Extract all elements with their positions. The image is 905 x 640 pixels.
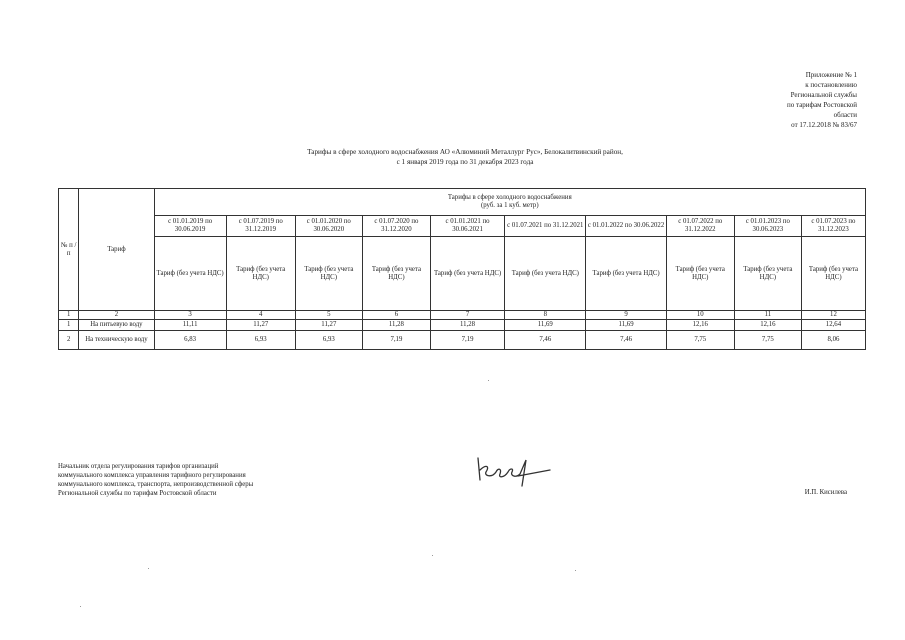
appendix-line: к постановлению	[805, 81, 857, 89]
tariff-value: 11,27	[295, 320, 362, 331]
tariff-value: 6,83	[154, 331, 226, 350]
column-number: 9	[586, 311, 666, 320]
scan-speck	[575, 570, 576, 571]
signer-name: И.П. Кисилева	[804, 489, 847, 496]
column-number: 2	[79, 311, 154, 320]
header-period: с 01.01.2021 по 30.06.2021	[430, 216, 504, 237]
column-number: 11	[734, 311, 801, 320]
tariff-value: 7,75	[734, 331, 801, 350]
column-number-row	[59, 311, 866, 320]
column-number: 8	[505, 311, 586, 320]
table-row	[59, 320, 866, 331]
scan-speck	[432, 555, 433, 556]
appendix-line: области	[833, 111, 857, 119]
column-number: 6	[362, 311, 430, 320]
signatory-line: коммунального комплекса, транспорта, непроизводственной сферы	[58, 481, 254, 488]
column-number: 3	[154, 311, 226, 320]
signatory-position	[58, 462, 253, 498]
header-period: с 01.01.2019 по 30.06.2019	[154, 216, 226, 237]
header-subheader: Тариф (без учета НДС)	[734, 237, 801, 311]
signatory-line: Региональной службы по тарифам Ростовской области	[58, 490, 217, 497]
tariff-value: 7,19	[362, 331, 430, 350]
tariff-value: 11,28	[430, 320, 504, 331]
header-subheader: Тариф (без учета НДС)	[226, 237, 295, 311]
header-period: с 01.07.2019 по 31.12.2019	[226, 216, 295, 237]
appendix-block	[697, 70, 857, 130]
tariff-value: 11,69	[505, 320, 586, 331]
header-subheader: Тариф (без учета НДС)	[586, 237, 666, 311]
header-period: с 01.01.2023 по 30.06.2023	[734, 216, 801, 237]
column-number: 1	[59, 311, 79, 320]
column-number: 10	[666, 311, 734, 320]
document-title	[200, 147, 730, 167]
tariff-value: 12,16	[734, 320, 801, 331]
header-group	[154, 189, 865, 216]
header-group-line-2: (руб. за 1 куб. метр)	[480, 202, 539, 209]
header-subheader: Тариф (без учета НДС)	[430, 237, 504, 311]
title-line-1: Тарифы в сфере холодного водоснабжения АО «Алюминий Металлург Рус», Белокалитвинский район,	[307, 148, 623, 156]
tariff-value: 6,93	[226, 331, 295, 350]
header-tariff: Тариф	[79, 189, 154, 311]
tariff-value: 12,64	[801, 320, 865, 331]
tariff-value: 11,28	[362, 320, 430, 331]
header-period: с 01.01.2020 по 30.06.2020	[295, 216, 362, 237]
header-period: с 01.07.2023 по 31.12.2023	[801, 216, 865, 237]
scan-speck	[80, 606, 81, 607]
column-number: 5	[295, 311, 362, 320]
header-row-number: № п /п	[59, 189, 79, 311]
tariff-value: 6,93	[295, 331, 362, 350]
scan-speck	[488, 380, 489, 381]
signatory-line: коммунального комплекса управления тарифного регулирования	[58, 472, 246, 479]
tariff-value: 7,46	[586, 331, 666, 350]
signatory-line: Начальник отдела регулирования тарифов организаций	[58, 463, 219, 470]
table-row	[59, 331, 866, 350]
tariff-value: 11,27	[226, 320, 295, 331]
tariff-value: 11,11	[154, 320, 226, 331]
header-subheader: Тариф (без учета НДС)	[801, 237, 865, 311]
tariff-value: 8,06	[801, 331, 865, 350]
row-number: 1	[59, 320, 79, 331]
row-tariff-name: На техническую воду	[79, 331, 154, 350]
header-period: с 01.07.2020 по 31.12.2020	[362, 216, 430, 237]
header-period: с 01.01.2022 по 30.06.2022	[586, 216, 666, 237]
scan-speck	[148, 568, 149, 569]
tariff-value: 12,16	[666, 320, 734, 331]
header-subheader: Тариф (без учета НДС)	[666, 237, 734, 311]
row-tariff-name: На питьевую воду	[79, 320, 154, 331]
tariff-value: 11,69	[586, 320, 666, 331]
column-number: 4	[226, 311, 295, 320]
header-subheader: Тариф (без учета НДС)	[154, 237, 226, 311]
tariff-value: 7,46	[505, 331, 586, 350]
appendix-line: по тарифам Ростовской	[787, 101, 857, 109]
column-number: 7	[430, 311, 504, 320]
appendix-line: Приложение № 1	[805, 71, 857, 79]
signature	[470, 450, 570, 490]
tariff-value: 7,19	[430, 331, 504, 350]
header-subheader: Тариф (без учета НДС)	[362, 237, 430, 311]
appendix-line: Региональной службы	[790, 91, 857, 99]
header-period: с 01.07.2022 по 31.12.2022	[666, 216, 734, 237]
header-period: с 01.07.2021 по 31.12.2021	[505, 216, 586, 237]
tariff-value: 7,75	[666, 331, 734, 350]
title-line-2: с 1 января 2019 года по 31 декабря 2023 года	[396, 158, 534, 166]
header-subheader: Тариф (без учета НДС)	[505, 237, 586, 311]
appendix-line: от 17.12.2018 № 83/67	[791, 121, 857, 129]
column-number: 12	[801, 311, 865, 320]
tariff-table	[58, 188, 866, 350]
row-number: 2	[59, 331, 79, 350]
header-group-line-1: Тарифы в сфере холодного водоснабжения	[447, 194, 572, 201]
header-subheader: Тариф (без учета НДС)	[295, 237, 362, 311]
